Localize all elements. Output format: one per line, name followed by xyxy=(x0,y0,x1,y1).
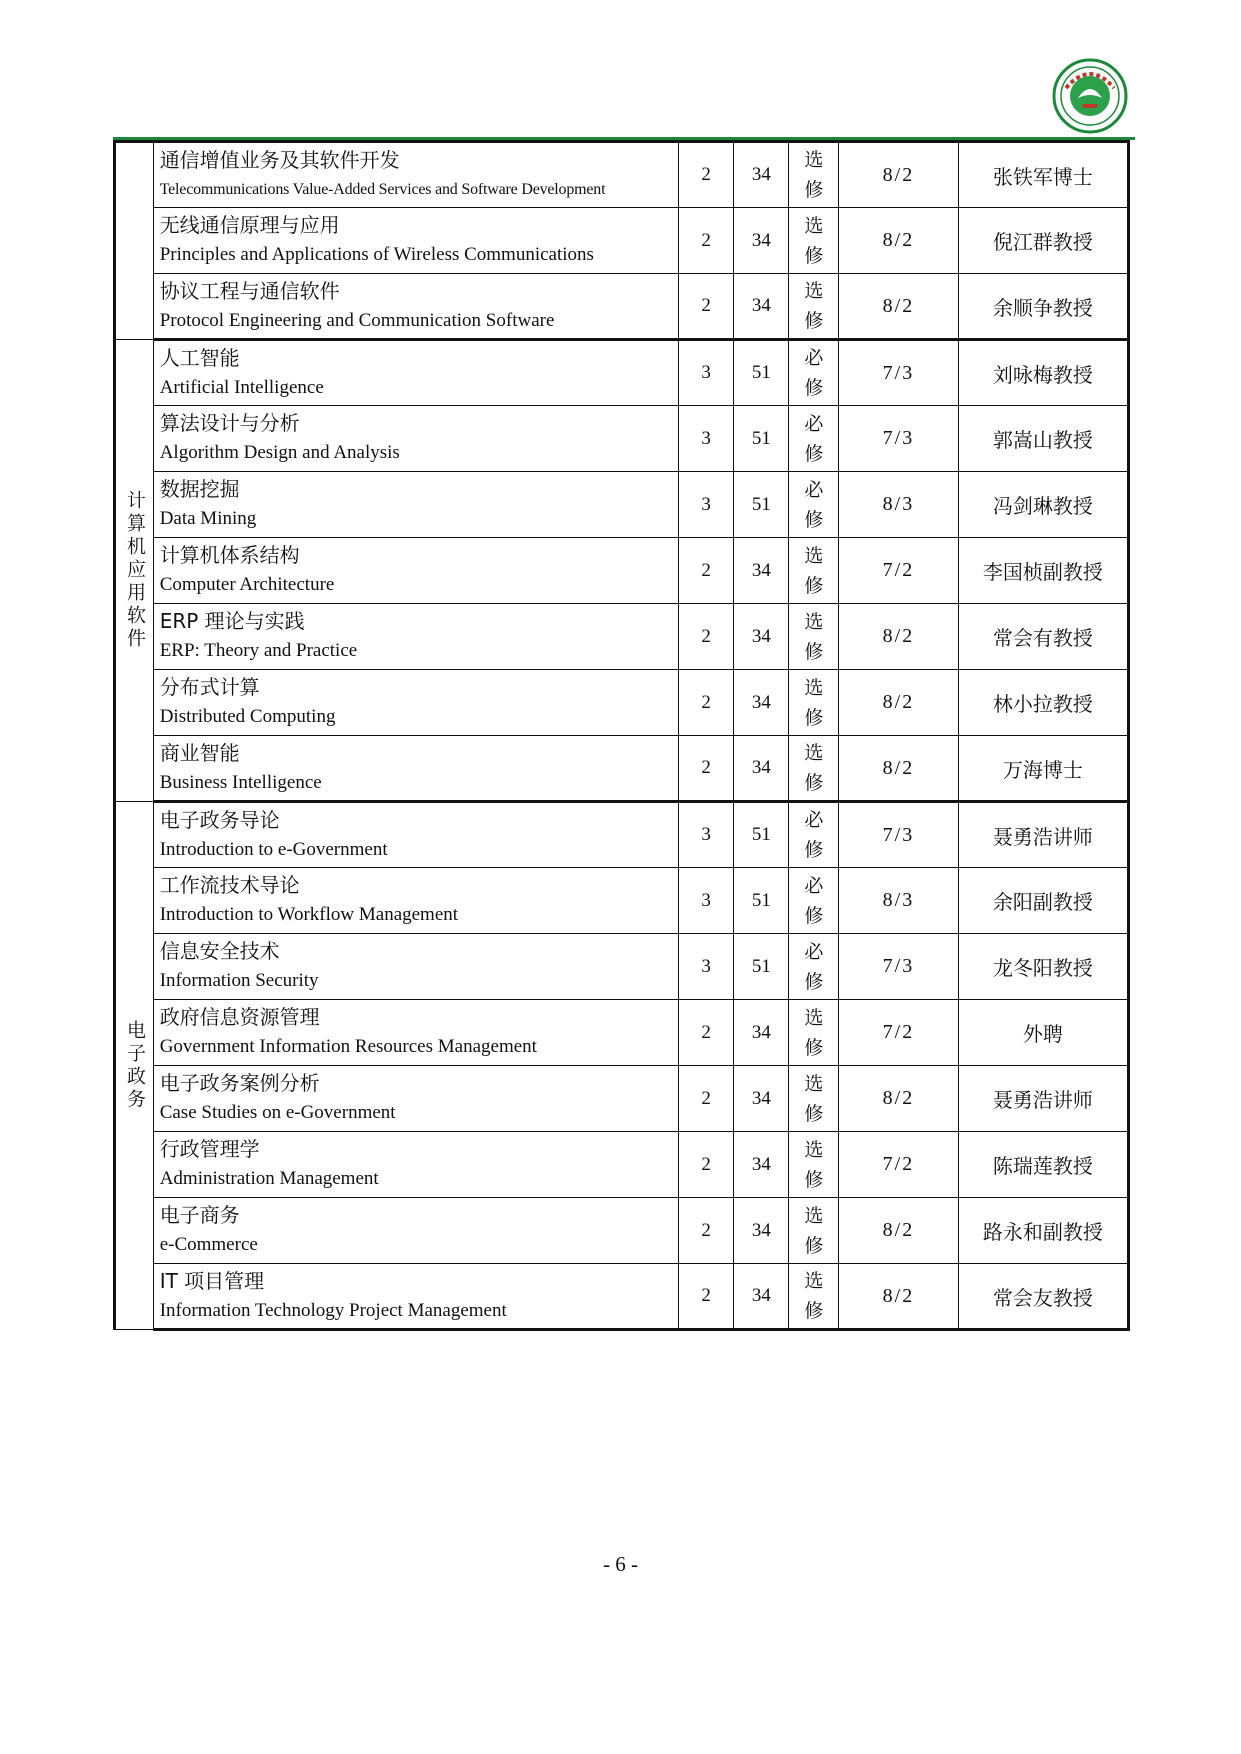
teacher-cell: 倪江群教授 xyxy=(958,208,1128,274)
course-name-en: Introduction to e-Government xyxy=(159,839,388,860)
course-type-cell xyxy=(789,1198,839,1264)
course-type-char-2: 修 xyxy=(804,1168,824,1191)
table-row xyxy=(115,868,1129,934)
course-type-char-2: 修 xyxy=(804,904,824,927)
teacher-cell: 龙冬阳教授 xyxy=(958,934,1128,1000)
course-type-char-2: 修 xyxy=(804,377,824,399)
table-row xyxy=(115,406,1129,472)
credits-cell: 2 xyxy=(678,1066,733,1132)
table-row xyxy=(115,1066,1129,1132)
category-label: 计算机应用软件 xyxy=(124,490,147,651)
course-type-char-1: 必 xyxy=(804,478,824,501)
hours-cell: 51 xyxy=(734,406,789,472)
course-type-char-1: 必 xyxy=(804,874,824,897)
course-type-cell xyxy=(789,1132,839,1198)
course-type-char-2: 修 xyxy=(804,508,824,531)
course-type-char-1: 选 xyxy=(804,280,824,302)
course-type-char-1: 选 xyxy=(804,214,824,237)
hours-cell: 51 xyxy=(734,340,789,406)
teacher-cell: 冯剑琳教授 xyxy=(958,472,1128,538)
course-name-en: Case Studies on e-Government xyxy=(159,1102,396,1123)
course-type-char-1: 必 xyxy=(804,347,824,369)
hours-cell: 34 xyxy=(734,736,789,802)
semester-cell: 8/2 xyxy=(839,670,958,736)
credits-cell: 2 xyxy=(678,1000,733,1066)
teacher-cell: 李国桢副教授 xyxy=(958,538,1128,604)
course-type-char-2: 修 xyxy=(804,1300,824,1322)
course-type-char-1: 必 xyxy=(804,809,824,831)
hours-cell: 51 xyxy=(734,868,789,934)
course-name-en: Introduction to Workflow Management xyxy=(159,904,459,925)
hours-cell: 34 xyxy=(734,1000,789,1066)
course-name-cell xyxy=(153,274,678,340)
course-name-zh: 协议工程与通信软件 xyxy=(159,279,340,303)
course-type-cell xyxy=(789,1066,839,1132)
hours-cell: 51 xyxy=(734,472,789,538)
teacher-cell: 余顺争教授 xyxy=(958,274,1128,340)
course-name-en: Telecommunications Value-Added Services and Software Development xyxy=(159,181,606,198)
course-name-cell xyxy=(153,406,678,472)
teacher-cell: 陈瑞莲教授 xyxy=(958,1132,1128,1198)
category-cell xyxy=(115,802,154,1330)
credits-cell: 2 xyxy=(678,142,733,208)
course-table xyxy=(113,140,1130,1331)
teacher-cell: 聂勇浩讲师 xyxy=(958,1066,1128,1132)
course-type-char-2: 修 xyxy=(804,179,824,201)
course-name-zh: 工作流技术导论 xyxy=(159,873,300,897)
course-type-char-2: 修 xyxy=(804,706,824,729)
course-name-en: Data Mining xyxy=(159,508,257,529)
teacher-cell: 常会有教授 xyxy=(958,604,1128,670)
course-name-cell xyxy=(153,934,678,1000)
course-name-en: Distributed Computing xyxy=(159,706,336,727)
course-type-cell xyxy=(789,934,839,1000)
course-name-cell xyxy=(153,868,678,934)
course-type-char-2: 修 xyxy=(804,1234,824,1257)
course-type-char-2: 修 xyxy=(804,244,824,267)
credits-cell: 3 xyxy=(678,868,733,934)
course-type-char-1: 必 xyxy=(804,940,824,963)
credits-cell: 2 xyxy=(678,1132,733,1198)
course-type-cell xyxy=(789,868,839,934)
course-type-char-2: 修 xyxy=(804,970,824,993)
course-name-en: Protocol Engineering and Communication Software xyxy=(159,310,555,331)
course-name-zh: 无线通信原理与应用 xyxy=(159,213,340,237)
semester-cell: 8/2 xyxy=(839,1264,958,1330)
table-row xyxy=(115,736,1129,802)
course-name-en: Information Security xyxy=(159,970,319,991)
table-row xyxy=(115,340,1129,406)
category-label: 电子政务 xyxy=(124,1019,147,1112)
university-seal-icon xyxy=(1052,58,1128,134)
course-type-char-2: 修 xyxy=(804,442,824,465)
course-type-char-1: 选 xyxy=(804,742,824,764)
table-row xyxy=(115,1264,1129,1330)
course-type-char-2: 修 xyxy=(804,310,824,332)
course-name-zh: 数据挖掘 xyxy=(159,477,240,501)
course-type-char-1: 选 xyxy=(804,1072,824,1095)
hours-cell: 34 xyxy=(734,538,789,604)
course-name-zh: 行政管理学 xyxy=(159,1137,260,1161)
credits-cell: 2 xyxy=(678,604,733,670)
credits-cell: 3 xyxy=(678,934,733,1000)
semester-cell: 8/2 xyxy=(839,736,958,802)
course-name-zh: IT 项目管理 xyxy=(159,1269,265,1293)
hours-cell: 34 xyxy=(734,1132,789,1198)
semester-cell: 8/2 xyxy=(839,1066,958,1132)
course-type-cell xyxy=(789,1264,839,1330)
teacher-cell: 聂勇浩讲师 xyxy=(958,802,1128,868)
course-type-cell xyxy=(789,1000,839,1066)
course-name-en: Information Technology Project Management xyxy=(159,1300,507,1321)
table-row xyxy=(115,1132,1129,1198)
table-row xyxy=(115,142,1129,208)
teacher-cell: 余阳副教授 xyxy=(958,868,1128,934)
semester-cell: 8/2 xyxy=(839,1198,958,1264)
semester-cell: 7/3 xyxy=(839,934,958,1000)
course-type-cell xyxy=(789,340,839,406)
semester-cell: 7/3 xyxy=(839,406,958,472)
course-type-char-2: 修 xyxy=(804,574,824,597)
course-type-cell xyxy=(789,472,839,538)
teacher-cell: 郭嵩山教授 xyxy=(958,406,1128,472)
course-name-cell xyxy=(153,1264,678,1330)
hours-cell: 34 xyxy=(734,1198,789,1264)
course-type-char-2: 修 xyxy=(804,640,824,663)
table-row xyxy=(115,1000,1129,1066)
table-row xyxy=(115,934,1129,1000)
semester-cell: 7/3 xyxy=(839,802,958,868)
teacher-cell: 万海博士 xyxy=(958,736,1128,802)
table-row xyxy=(115,208,1129,274)
page-number: - 6 - xyxy=(603,1552,638,1576)
course-name-en: Administration Management xyxy=(159,1168,379,1189)
course-name-zh: 政府信息资源管理 xyxy=(159,1005,320,1029)
credits-cell: 2 xyxy=(678,538,733,604)
semester-cell: 8/2 xyxy=(839,604,958,670)
teacher-cell: 路永和副教授 xyxy=(958,1198,1128,1264)
course-name-en: Business Intelligence xyxy=(159,772,322,793)
course-name-cell xyxy=(153,208,678,274)
category-cell xyxy=(115,340,154,802)
course-name-cell xyxy=(153,604,678,670)
course-type-char-1: 必 xyxy=(804,412,824,435)
course-name-zh: 通信增值业务及其软件开发 xyxy=(159,148,400,172)
course-type-char-1: 选 xyxy=(804,1006,824,1029)
table-row xyxy=(115,472,1129,538)
credits-cell: 2 xyxy=(678,1198,733,1264)
category-cell xyxy=(115,142,154,340)
course-name-cell xyxy=(153,1198,678,1264)
table-row xyxy=(115,274,1129,340)
semester-cell: 7/2 xyxy=(839,1132,958,1198)
course-type-char-2: 修 xyxy=(804,1036,824,1059)
course-type-cell xyxy=(789,208,839,274)
hours-cell: 34 xyxy=(734,670,789,736)
course-name-zh: 算法设计与分析 xyxy=(159,411,300,435)
course-type-char-1: 选 xyxy=(804,610,824,633)
course-type-char-1: 选 xyxy=(804,544,824,567)
course-name-en: Computer Architecture xyxy=(159,574,335,595)
credits-cell: 2 xyxy=(678,208,733,274)
teacher-cell: 林小拉教授 xyxy=(958,670,1128,736)
semester-cell: 8/3 xyxy=(839,472,958,538)
semester-cell: 7/2 xyxy=(839,1000,958,1066)
course-type-cell xyxy=(789,274,839,340)
course-type-cell xyxy=(789,670,839,736)
credits-cell: 3 xyxy=(678,472,733,538)
course-name-cell xyxy=(153,1132,678,1198)
course-type-cell xyxy=(789,406,839,472)
hours-cell: 34 xyxy=(734,274,789,340)
course-name-cell xyxy=(153,472,678,538)
course-name-zh: 信息安全技术 xyxy=(159,939,280,963)
hours-cell: 34 xyxy=(734,142,789,208)
table-row xyxy=(115,604,1129,670)
table-row xyxy=(115,670,1129,736)
course-type-char-2: 修 xyxy=(804,772,824,794)
course-name-zh: 电子政务导论 xyxy=(159,808,280,832)
course-type-char-2: 修 xyxy=(804,1102,824,1125)
course-name-zh: 电子商务 xyxy=(159,1203,240,1227)
course-name-cell xyxy=(153,1000,678,1066)
hours-cell: 34 xyxy=(734,1264,789,1330)
course-name-zh: 商业智能 xyxy=(159,741,240,765)
course-name-zh: 计算机体系结构 xyxy=(159,543,300,567)
semester-cell: 7/2 xyxy=(839,538,958,604)
course-name-cell xyxy=(153,340,678,406)
teacher-cell: 张铁军博士 xyxy=(958,142,1128,208)
course-name-zh: 电子政务案例分析 xyxy=(159,1071,320,1095)
course-type-char-1: 选 xyxy=(804,1138,824,1161)
course-name-cell xyxy=(153,142,678,208)
hours-cell: 51 xyxy=(734,934,789,1000)
semester-cell: 8/3 xyxy=(839,868,958,934)
teacher-cell: 常会友教授 xyxy=(958,1264,1128,1330)
hours-cell: 34 xyxy=(734,208,789,274)
hours-cell: 34 xyxy=(734,1066,789,1132)
course-type-char-1: 选 xyxy=(804,676,824,699)
semester-cell: 8/2 xyxy=(839,142,958,208)
course-name-cell xyxy=(153,538,678,604)
course-name-en: Artificial Intelligence xyxy=(159,377,324,398)
course-name-cell xyxy=(153,670,678,736)
table-row xyxy=(115,538,1129,604)
course-name-en: Government Information Resources Management xyxy=(159,1036,537,1057)
course-type-char-1: 选 xyxy=(804,1204,824,1227)
semester-cell: 7/3 xyxy=(839,340,958,406)
course-name-en: e-Commerce xyxy=(159,1234,258,1255)
teacher-cell: 刘咏梅教授 xyxy=(958,340,1128,406)
course-type-char-2: 修 xyxy=(804,839,824,861)
credits-cell: 2 xyxy=(678,736,733,802)
teacher-cell: 外聘 xyxy=(958,1000,1128,1066)
table-row xyxy=(115,1198,1129,1264)
course-type-char-1: 选 xyxy=(804,1270,824,1292)
hours-cell: 34 xyxy=(734,604,789,670)
credits-cell: 2 xyxy=(678,670,733,736)
course-type-cell xyxy=(789,538,839,604)
course-type-cell xyxy=(789,142,839,208)
credits-cell: 3 xyxy=(678,406,733,472)
credits-cell: 2 xyxy=(678,1264,733,1330)
credits-cell: 3 xyxy=(678,340,733,406)
course-name-en: Principles and Applications of Wireless Communications xyxy=(159,244,594,265)
course-type-cell xyxy=(789,604,839,670)
course-name-en: ERP: Theory and Practice xyxy=(159,640,358,661)
course-name-zh: ERP 理论与实践 xyxy=(159,609,305,633)
hours-cell: 51 xyxy=(734,802,789,868)
table-row xyxy=(115,802,1129,868)
course-name-cell xyxy=(153,736,678,802)
semester-cell: 8/2 xyxy=(839,274,958,340)
credits-cell: 3 xyxy=(678,802,733,868)
course-name-zh: 人工智能 xyxy=(159,346,240,370)
course-name-en: Algorithm Design and Analysis xyxy=(159,442,400,463)
course-type-cell xyxy=(789,802,839,868)
course-type-char-1: 选 xyxy=(804,149,824,171)
course-type-cell xyxy=(789,736,839,802)
semester-cell: 8/2 xyxy=(839,208,958,274)
course-name-zh: 分布式计算 xyxy=(159,675,260,699)
course-name-cell xyxy=(153,802,678,868)
course-name-cell xyxy=(153,1066,678,1132)
credits-cell: 2 xyxy=(678,274,733,340)
